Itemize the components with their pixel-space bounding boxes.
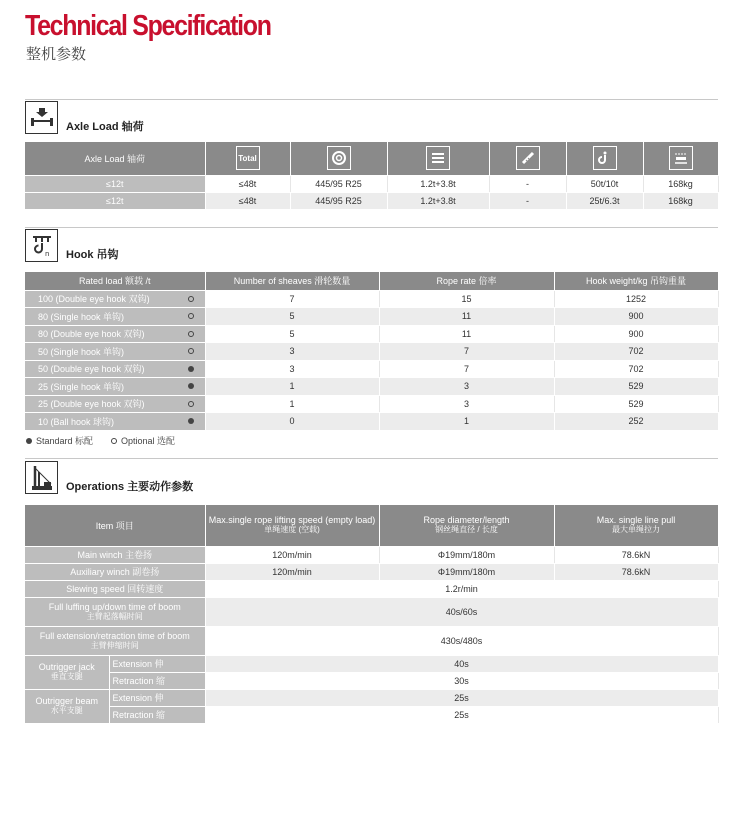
page-subtitle: 整机参数 <box>26 45 87 63</box>
hook-cell: 3 <box>205 360 379 378</box>
hook-section-header <box>25 229 119 262</box>
hook-cell: 900 <box>554 308 718 326</box>
table-row <box>25 672 718 689</box>
boom-icon <box>516 146 540 170</box>
ops-header-rope-cn: 钢丝绳直径 / 长度 <box>435 525 498 535</box>
section-divider <box>25 458 718 459</box>
hook-load-label: 25 (Single hook 单钩) <box>38 381 125 392</box>
ops-header-pull-en: Max. single line pull <box>596 515 676 526</box>
hook-section-icon <box>25 229 58 262</box>
ops-header-item: Item 项目 <box>25 505 205 546</box>
axle-header-hook <box>566 142 643 175</box>
hook-section-label: Hook 吊钩 <box>66 249 119 261</box>
table-row <box>25 325 718 343</box>
axle-section-label: Axle Load 轴荷 <box>66 121 144 133</box>
hook-cell: 15 <box>379 290 554 308</box>
ops-cell: Φ19mm/180m <box>379 546 554 563</box>
section-divider <box>25 99 718 100</box>
table-row <box>25 378 718 396</box>
ops-extension-cn: 主臂伸缩时间 <box>90 640 139 650</box>
ops-header-pull <box>554 505 718 546</box>
axle-cell: 445/95 R25 <box>290 192 387 209</box>
axle-load-icon <box>25 101 58 134</box>
hook-row-label <box>25 325 205 343</box>
operations-table <box>25 505 719 724</box>
ops-aux-winch-label: Auxiliary winch 副卷扬 <box>25 563 205 580</box>
hook-cell: 1 <box>205 378 379 396</box>
axle-cell: 168kg <box>643 175 718 192</box>
hook-cell: 7 <box>379 360 554 378</box>
hook-header: Rated load 额载 /t <box>25 272 205 290</box>
hook-row-label <box>25 378 205 396</box>
hook-icon <box>593 146 617 170</box>
optional-dot-icon <box>188 331 194 337</box>
ops-beam-cn: 水平支腿 <box>50 706 83 715</box>
optional-dot-icon <box>188 401 194 407</box>
ops-cell: 25s <box>205 689 718 706</box>
axle-load-table <box>25 142 719 210</box>
axle-header-label: Axle Load 轴荷 <box>25 142 205 175</box>
ops-jack-en: Outrigger jack <box>38 662 95 672</box>
hook-cell: 702 <box>554 360 718 378</box>
axle-header-boom <box>489 142 566 175</box>
ops-cell: 78.6kN <box>554 563 718 580</box>
ground-pressure-icon <box>669 146 693 170</box>
ops-header-speed-en: Max.single rope lifting speed (empty load) <box>208 515 376 526</box>
hook-header: Number of sheaves 滑轮数量 <box>205 272 379 290</box>
table-row <box>25 563 718 580</box>
hook-header: Rope rate 倍率 <box>379 272 554 290</box>
hook-cell: 7 <box>379 343 554 361</box>
tire-icon <box>327 146 351 170</box>
hook-load-label: 80 (Single hook 单钩) <box>38 311 125 322</box>
svg-text:n: n <box>44 249 49 258</box>
hook-cell: 1 <box>379 413 554 431</box>
standard-dot-icon <box>188 366 194 372</box>
hook-cell: 7 <box>205 290 379 308</box>
table-row <box>25 546 718 563</box>
ops-cell: 40s <box>205 655 718 672</box>
optional-dot-icon <box>188 313 194 319</box>
table-row <box>25 706 718 723</box>
ops-cell: 30s <box>205 672 718 689</box>
hook-legend <box>26 434 175 447</box>
table-row <box>25 175 718 192</box>
hook-cell: 1252 <box>554 290 718 308</box>
hook-row-label <box>25 360 205 378</box>
section-divider <box>25 227 718 228</box>
axle-cell: 445/95 R25 <box>290 175 387 192</box>
ops-beam-label <box>25 689 109 723</box>
ops-header-rope <box>379 505 554 546</box>
hook-cell: 3 <box>205 343 379 361</box>
ops-cell: Φ19mm/180m <box>379 563 554 580</box>
table-row <box>25 655 718 672</box>
ops-luffing-label <box>25 597 205 626</box>
operations-section-header <box>25 461 193 494</box>
axle-cell: 1.2t+3.8t <box>387 192 489 209</box>
ops-cell: 120m/min <box>205 563 379 580</box>
hook-cell: 11 <box>379 308 554 326</box>
ops-cell: 120m/min <box>205 546 379 563</box>
ops-luffing-en: Full luffing up/down time of boom <box>48 601 181 612</box>
legend-standard: Standard 标配 <box>36 436 94 446</box>
ops-main-winch-label: Main winch 主卷扬 <box>25 546 205 563</box>
hook-header: Hook weight/kg 吊钩重量 <box>554 272 718 290</box>
hook-cell: 5 <box>205 308 379 326</box>
ops-header-speed <box>205 505 379 546</box>
axle-cell: 168kg <box>643 192 718 209</box>
hook-cell: 11 <box>379 325 554 343</box>
axle-cell: 1.2t+3.8t <box>387 175 489 192</box>
table-row <box>25 626 718 655</box>
table-row <box>25 580 718 597</box>
hook-cell: 0 <box>205 413 379 431</box>
hook-load-label: 25 (Double eye hook 双钩) <box>38 399 145 410</box>
ops-cell: 430s/480s <box>205 626 718 655</box>
ops-jack-ext-label: Extension 伸 <box>109 655 205 672</box>
ops-jack-label <box>25 655 109 689</box>
hook-cell: 529 <box>554 395 718 413</box>
ops-beam-en: Outrigger beam <box>35 696 99 706</box>
hook-load-label: 10 (Ball hook 球钩) <box>38 416 115 427</box>
axle-header-tire <box>290 142 387 175</box>
standard-dot-icon <box>188 418 194 424</box>
standard-dot-icon <box>188 383 194 389</box>
hook-cell: 529 <box>554 378 718 396</box>
optional-dot-icon <box>111 438 117 444</box>
hook-load-label: 80 (Double eye hook 双钩) <box>38 329 145 340</box>
axle-cell: - <box>489 175 566 192</box>
ops-cell: 40s/60s <box>205 597 718 626</box>
ops-jack-ret-label: Retraction 缩 <box>109 672 205 689</box>
hook-load-label: 50 (Single hook 单钩) <box>38 346 125 357</box>
hook-cell: 1 <box>205 395 379 413</box>
standard-dot-icon <box>26 438 32 444</box>
hook-row-label <box>25 395 205 413</box>
table-row <box>25 597 718 626</box>
hook-row-label <box>25 308 205 326</box>
ops-cell: 25s <box>205 706 718 723</box>
ops-header-rope-en: Rope diameter/length <box>423 515 510 526</box>
hook-cell: 900 <box>554 325 718 343</box>
ops-extension-en: Full extension/retraction time of boom <box>39 630 190 641</box>
ops-beam-ret-label: Retraction 缩 <box>109 706 205 723</box>
page-title: Technical Specification <box>25 10 271 42</box>
hook-cell: 5 <box>205 325 379 343</box>
operations-section-label: Operations 主要动作参数 <box>66 481 194 493</box>
ops-extension-label <box>25 626 205 655</box>
ops-luffing-cn: 主臂起落幅时间 <box>86 611 143 621</box>
crane-icon <box>25 461 58 494</box>
table-row <box>25 413 718 431</box>
ops-jack-cn: 垂直支腿 <box>50 672 83 681</box>
total-icon: Total <box>236 146 260 170</box>
table-row <box>25 192 718 209</box>
axle-cell: 50t/10t <box>566 175 643 192</box>
hook-row-label <box>25 343 205 361</box>
ops-cell: 78.6kN <box>554 546 718 563</box>
hook-load-label: 100 (Double eye hook 双钩) <box>38 294 150 305</box>
axle-header-pressure <box>643 142 718 175</box>
hook-cell: 3 <box>379 395 554 413</box>
axle-row-label: ≤12t <box>25 175 205 192</box>
table-row <box>25 689 718 706</box>
optional-dot-icon <box>188 296 194 302</box>
axle-row-label: ≤12t <box>25 192 205 209</box>
hook-cell: 252 <box>554 413 718 431</box>
axle-cell: ≤48t <box>205 175 290 192</box>
hook-cell: 3 <box>379 378 554 396</box>
axle-header-axles <box>387 142 489 175</box>
axle-section-header <box>25 101 144 134</box>
hook-load-label: 50 (Double eye hook 双钩) <box>38 364 145 375</box>
axle-cell: 25t/6.3t <box>566 192 643 209</box>
axle-cell: - <box>489 192 566 209</box>
ops-slewing-label: Slewing speed 回转速度 <box>25 580 205 597</box>
ops-beam-ext-label: Extension 伸 <box>109 689 205 706</box>
axle-header-total <box>205 142 290 175</box>
hook-table <box>25 272 719 431</box>
ops-header-speed-cn: 单绳速度 (空载) <box>264 525 320 535</box>
ops-cell: 1.2r/min <box>205 580 718 597</box>
optional-dot-icon <box>188 348 194 354</box>
table-row <box>25 290 718 308</box>
table-row <box>25 308 718 326</box>
legend-optional: Optional 选配 <box>121 436 176 446</box>
axles-icon <box>426 146 450 170</box>
hook-row-label <box>25 290 205 308</box>
table-row <box>25 360 718 378</box>
table-row <box>25 343 718 361</box>
axle-cell: ≤48t <box>205 192 290 209</box>
table-row <box>25 395 718 413</box>
hook-row-label <box>25 413 205 431</box>
hook-cell: 702 <box>554 343 718 361</box>
ops-header-pull-cn: 最大单绳拉力 <box>612 525 661 535</box>
